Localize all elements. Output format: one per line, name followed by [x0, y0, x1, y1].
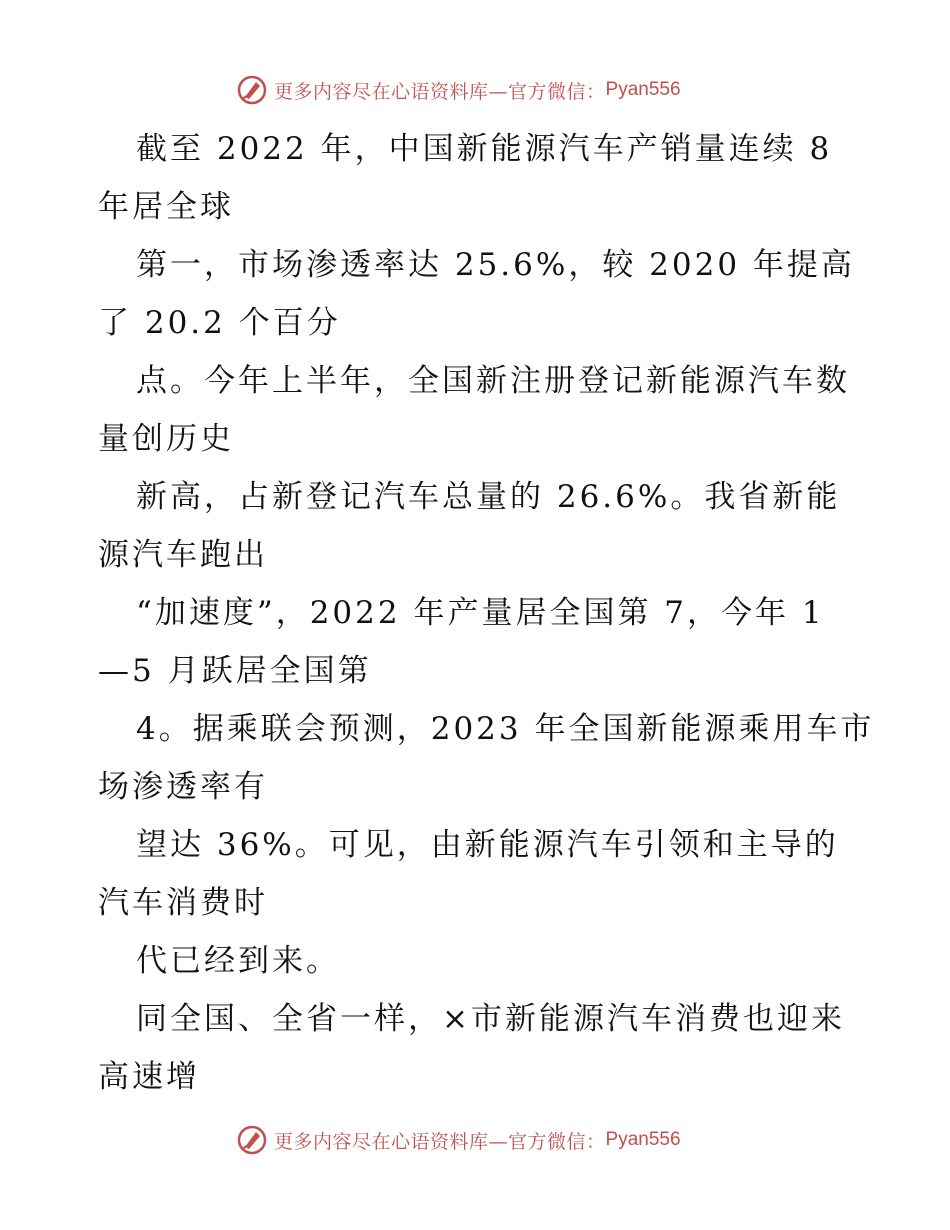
text-line: 望达 36%。可见，由新能源汽车引领和主导的 [136, 827, 839, 863]
text-line: “加速度”，2022 年产量居全国第 7，今年 1 [136, 595, 825, 631]
text-line: 汽车消费时 [98, 885, 268, 921]
text-line: 第一，市场渗透率达 25.6%，较 2020 年提高 [136, 247, 855, 283]
pen-nib-circle-icon [236, 74, 268, 106]
document-body [98, 120, 875, 1106]
watermark-wechat-id: Pyan556 [605, 1129, 681, 1150]
text-line: 量创历史 [98, 421, 234, 457]
text-line: 同全国、全省一样，×市新能源汽车消费也迎来 [136, 1001, 845, 1037]
text-line: —5 月跃居全国第 [98, 653, 372, 689]
text-line: 点。今年上半年，全国新注册登记新能源汽车数 [136, 363, 850, 399]
text-line: 截至 2022 年，中国新能源汽车产销量连续 8 [136, 131, 833, 167]
text-line: 场渗透率有 [98, 769, 268, 805]
text-line: 代已经到来。 [136, 943, 340, 979]
text-line: 新高，占新登记汽车总量的 26.6%。我省新能 [136, 479, 841, 515]
text-line: 源汽车跑出 [98, 537, 268, 573]
watermark-text: 更多内容尽在心语资料库—官方微信： [274, 1130, 606, 1153]
text-line: 4。据乘联会预测，2023 年全国新能源乘用车市 [136, 711, 875, 747]
text-line: 高速增 [98, 1059, 200, 1095]
text-line: 了 20.2 个百分 [98, 305, 341, 341]
header-watermark [236, 72, 681, 108]
footer-watermark [236, 1122, 681, 1158]
watermark-text: 更多内容尽在心语资料库—官方微信： [274, 80, 606, 103]
watermark-wechat-id: Pyan556 [605, 79, 681, 100]
pen-nib-circle-icon [236, 1124, 268, 1156]
text-line: 年居全球 [98, 189, 234, 225]
